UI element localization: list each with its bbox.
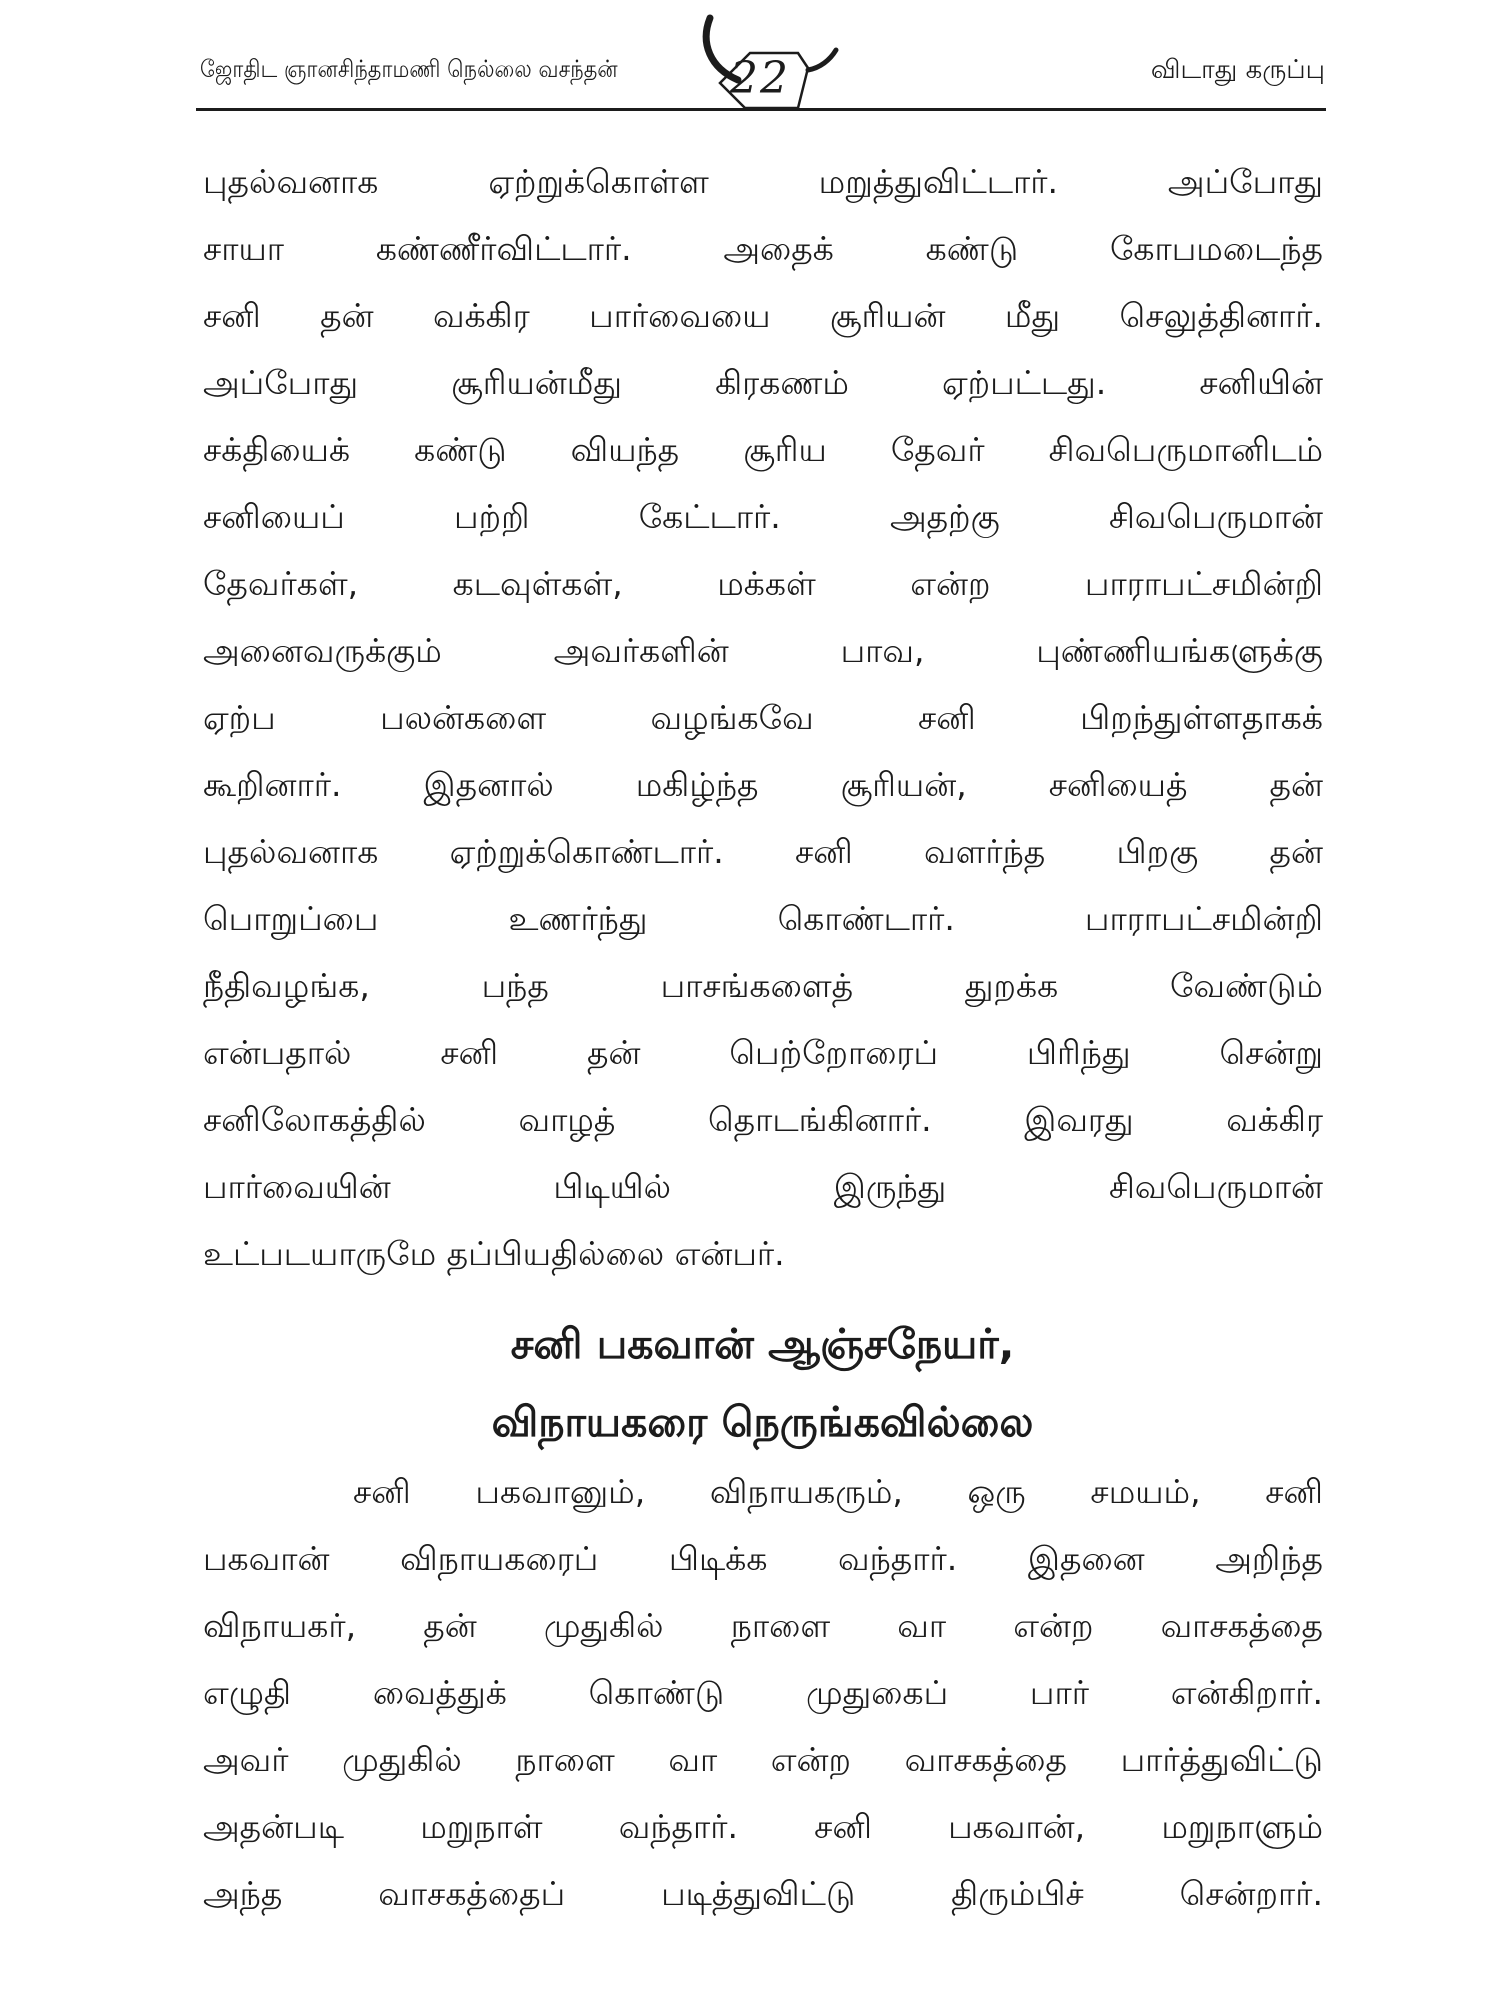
text-line: கூறினார். இதனால் மகிழ்ந்த சூரியன், சனியைத் தன் [203, 765, 1323, 804]
running-header-author: ஜோதிட ஞானசிந்தாமணி நெல்லை வசந்தன் [200, 55, 618, 83]
text-line: அனைவருக்கும் அவர்களின் பாவ, புண்ணியங்களுக்கு [203, 631, 1323, 670]
text-line: அதன்படி மறுநாள் வந்தார். சனி பகவான், மறுநாளும் [203, 1807, 1323, 1846]
text-line: பொறுப்பை உணர்ந்து கொண்டார். பாராபட்சமின்றி [203, 899, 1323, 938]
text-line: சனியைப் பற்றி கேட்டார். அதற்கு சிவபெருமான் [203, 497, 1323, 536]
text-line: உட்படயாருமே தப்பியதில்லை என்பர். [203, 1234, 785, 1273]
page-number-badge [680, 8, 840, 118]
section-heading [200, 1305, 1325, 1461]
text-line: அந்த வாசகத்தைப் படித்துவிட்டு திரும்பிச் சென்றார். [203, 1874, 1323, 1913]
section-heading-line: விநாயகரை நெருங்கவில்லை [491, 1398, 1034, 1446]
text-line: எழுதி வைத்துக் கொண்டு முதுகைப் பார் என்கிறார். [203, 1673, 1323, 1712]
text-line: அவர் முதுகில் நாளை வா என்ற வாசகத்தை பார்த்துவிட்டு [203, 1740, 1323, 1779]
text-line: பார்வையின் பிடியில் இருந்து சிவபெருமான் [203, 1167, 1323, 1206]
text-line: விநாயகர், தன் முதுகில் நாளை வா என்ற வாசகத்தை [203, 1606, 1323, 1645]
text-line: சாயா கண்ணீர்விட்டார். அதைக் கண்டு கோபமடைந்த [203, 229, 1323, 268]
text-line: அப்போது சூரியன்மீது கிரகணம் ஏற்பட்டது. சனியின் [203, 363, 1323, 402]
text-line: ஏற்ப பலன்களை வழங்கவே சனி பிறந்துள்ளதாகக் [203, 698, 1323, 737]
text-line: என்பதால் சனி தன் பெற்றோரைப் பிரிந்து சென்று [203, 1033, 1323, 1072]
text-line: நீதிவழங்க, பந்த பாசங்களைத் துறக்க வேண்டும் [203, 966, 1323, 1005]
text-line: தேவர்கள், கடவுள்கள், மக்கள் என்ற பாராபட்சமின்றி [203, 564, 1323, 603]
text-line: சனி பகவானும், விநாயகரும், ஒரு சமயம், சனி [353, 1472, 1323, 1511]
header-divider [196, 108, 1326, 111]
running-header-title: விடாது கருப்பு [1150, 55, 1325, 85]
text-line: புதல்வனாக ஏற்றுக்கொள்ள மறுத்துவிட்டார். அப்போது [203, 162, 1323, 201]
paragraph-2 [203, 1458, 1323, 1927]
text-line: சனிலோகத்தில் வாழத் தொடங்கினார். இவரது வக்கிர [203, 1100, 1323, 1139]
text-line: பகவான் விநாயகரைப் பிடிக்க வந்தார். இதனை அறிந்த [203, 1539, 1323, 1578]
section-heading-line: சனி பகவான் ஆஞ்சநேயர், [510, 1320, 1015, 1368]
page-number: 22 [730, 53, 790, 104]
text-line: சனி தன் வக்கிர பார்வையை சூரியன் மீது செலுத்தினார். [203, 296, 1323, 335]
paragraph-1 [203, 148, 1323, 1287]
text-line: சக்தியைக் கண்டு வியந்த சூரிய தேவர் சிவபெருமானிடம் [203, 430, 1323, 469]
text-line: புதல்வனாக ஏற்றுக்கொண்டார். சனி வளர்ந்த பிறகு தன் [203, 832, 1323, 871]
